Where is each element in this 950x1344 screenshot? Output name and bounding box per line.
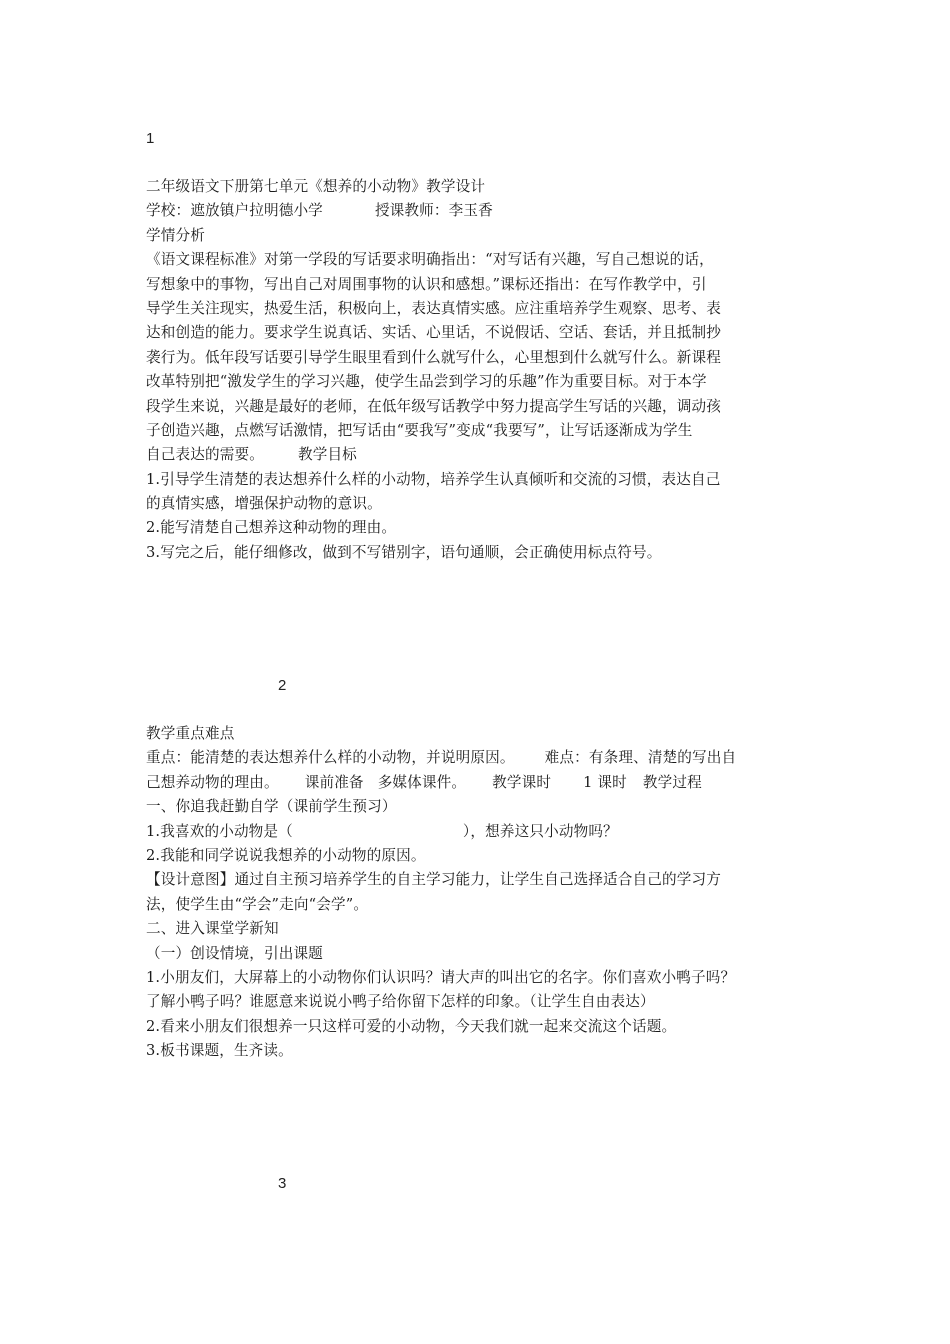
key-point: 重点：能清楚的表达想养什么样的小动物，并说明原因。 xyxy=(146,749,515,767)
analysis-line: 袭行为。低年段写话要引导学生眼里看到什么就写什么，心里想到什么就写什么。新课程 xyxy=(146,348,722,366)
analysis-line: 导学生关注现实，热爱生活，积极向上，表达真情实感。应注重培养学生观察、思考、表 xyxy=(146,299,722,317)
document-title: 二年级语文下册第七单元《想养的小动物》教学设计 xyxy=(146,178,486,195)
heading-key-points: 教学重点难点 xyxy=(146,725,235,742)
analysis-line: 段学生来说，兴趣是最好的老师，在低年级写话教学中努力提高学生写话的兴趣，调动孩 xyxy=(146,397,722,415)
process-label: 教学过程 xyxy=(642,773,702,791)
heading-goals: 教学目标 xyxy=(297,446,357,464)
hours-label: 教学课时 xyxy=(492,773,552,791)
prep-label: 课前准备 xyxy=(304,773,364,791)
difficulty-cont: 己想养动物的理由。 xyxy=(146,773,279,791)
section-2-heading: 二、进入课堂学新知 xyxy=(146,920,279,938)
difficulty: 难点：有条理、清楚的写出自 xyxy=(544,749,737,767)
analysis-last-line xyxy=(146,443,816,467)
analysis-last: 自己表达的需要。 xyxy=(146,446,264,464)
page-1-content xyxy=(146,175,816,565)
hours-value: 1 课时 xyxy=(583,773,627,791)
page-2-content xyxy=(146,722,816,1063)
analysis-line: 子创造兴趣，点燃写话激情，把写话由“要我写”变成“我要写”，让写话逐渐成为学生 xyxy=(146,421,693,439)
step-1-cont: 了解小鸭子吗？谁愿意来说说小鸭子给你留下怎样的印象。（让学生自由表达） xyxy=(146,993,655,1011)
page-number-3: 3 xyxy=(278,1175,287,1192)
page-number-1: 1 xyxy=(146,130,155,147)
key-difficulty-line xyxy=(146,746,816,770)
goal-2: 2.能写清楚自己想养这种动物的理由。 xyxy=(146,519,397,537)
prep-value: 多媒体课件。 xyxy=(377,773,467,791)
goal-1: 1.引导学生清楚的表达想养什么样的小动物，培养学生认真倾听和交流的习惯，表达自己 xyxy=(146,470,721,488)
analysis-line: 改革特别把“激发学生的学习兴趣，使学生品尝到学习的乐趣”作为重要目标。对于本学 xyxy=(146,373,707,391)
school-teacher-line xyxy=(146,199,816,223)
design-intent-cont: 法，使学生由“学会”走向“会学”。 xyxy=(146,895,369,913)
design-intent: 【设计意图】通过自主预习培养学生的自主学习能力，让学生自己选择适合自己的学习方 xyxy=(146,871,722,889)
page-number-2: 2 xyxy=(278,677,287,694)
preview-item-1 xyxy=(146,820,816,844)
goal-1-cont: 的真情实感，增强保护动物的意识。 xyxy=(146,495,382,513)
preview-item-2: 2.我能和同学说说我想养的小动物的原因。 xyxy=(146,846,426,864)
heading-analysis: 学情分析 xyxy=(146,226,205,244)
step-3: 3.板书课题，生齐读。 xyxy=(146,1042,293,1060)
subsection-1-heading: （一）创设情境，引出课题 xyxy=(146,944,323,962)
analysis-line: 写想象中的事物，写出自己对周围事物的认识和感想。”课标还指出：在写作教学中，引 xyxy=(146,275,707,293)
item-1-prefix: 1.我喜欢的小动物是（ xyxy=(146,822,293,840)
prep-hours-line xyxy=(146,771,816,795)
analysis-line: 《语文课程标准》对第一学段的写话要求明确指出：“对写话有兴趣，写自己想说的话， xyxy=(146,251,714,269)
goal-3: 3.写完之后，能仔细修改，做到不写错别字，语句通顺，会正确使用标点符号。 xyxy=(146,543,662,561)
school-name: 学校：遮放镇户拉明德小学 xyxy=(146,202,323,220)
teacher-name: 授课教师：李玉香 xyxy=(374,202,493,220)
item-1-suffix: ），想养这只小动物吗？ xyxy=(462,822,618,840)
step-1: 1.小朋友们，大屏幕上的小动物你们认识吗？请大声的叫出它的名字。你们喜欢小鸭子吗？ xyxy=(146,968,736,986)
step-2: 2.看来小朋友们很想养一只这样可爱的小动物，今天我们就一起来交流这个话题。 xyxy=(146,1017,677,1035)
analysis-line: 达和创造的能力。要求学生说真话、实话、心里话，不说假话、空话、套话，并且抵制抄 xyxy=(146,324,722,342)
section-1-heading: 一、你追我赶勤自学（课前学生预习） xyxy=(146,798,397,816)
